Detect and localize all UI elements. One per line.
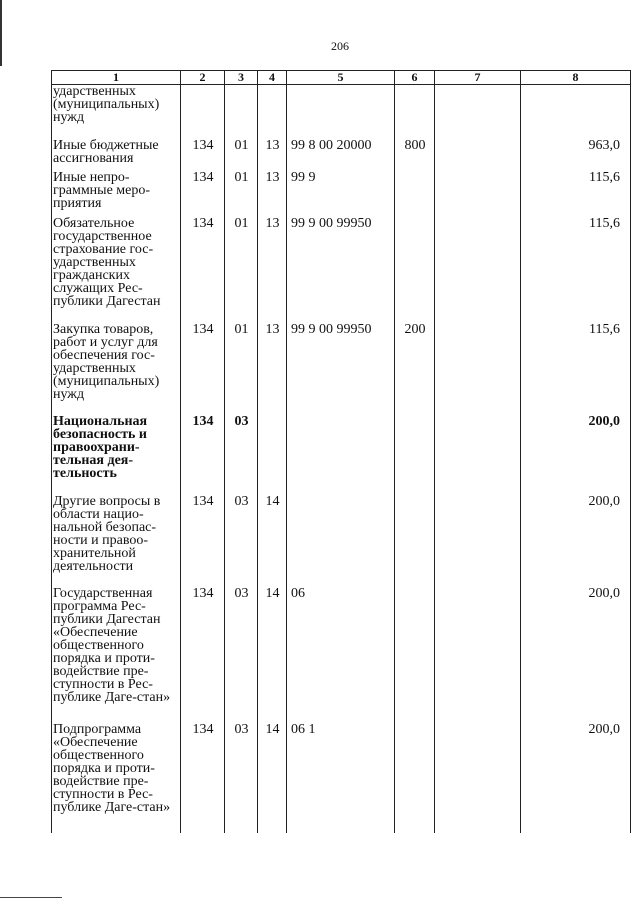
cell-name: Закупка товаров, работ и услуг для обеспечения гос-ударственных (муниципальных) нужд xyxy=(52,323,181,415)
cell-amount: 200,0 xyxy=(521,723,631,833)
cell-section: 03 xyxy=(225,415,258,495)
cell-name: Национальная безопасность и правоохрани-тельная дея-тельность xyxy=(52,415,181,495)
column-header-8: 8 xyxy=(521,71,631,85)
cell-amount: 200,0 xyxy=(521,587,631,723)
cell-expense-type xyxy=(395,171,435,217)
cell-column-7 xyxy=(435,495,521,587)
cell-admin-code: 134 xyxy=(181,323,225,415)
cell-column-7 xyxy=(435,587,521,723)
cell-expense-type: 200 xyxy=(395,323,435,415)
cell-target-article xyxy=(287,85,395,140)
cell-admin-code: 134 xyxy=(181,415,225,495)
cell-section: 03 xyxy=(225,587,258,723)
cell-section: 01 xyxy=(225,217,258,323)
cell-expense-type xyxy=(395,217,435,323)
cell-column-7 xyxy=(435,217,521,323)
cell-name: Обязательное государственное страхование гос-ударственных гражданских служащих Рес-публики Дагестан xyxy=(52,217,181,323)
cell-column-7 xyxy=(435,723,521,833)
table-row xyxy=(52,415,631,495)
cell-section: 03 xyxy=(225,723,258,833)
cell-name: Иные бюджетные ассигнования xyxy=(52,139,181,171)
cell-target-article: 06 xyxy=(287,587,395,723)
cell-target-article xyxy=(287,415,395,495)
cell-target-article: 99 9 00 99950 xyxy=(287,323,395,415)
budget-table xyxy=(51,70,631,833)
cell-subsection: 14 xyxy=(258,723,287,833)
scan-bottom-stroke xyxy=(0,897,62,898)
cell-amount xyxy=(521,85,631,140)
cell-subsection: 14 xyxy=(258,495,287,587)
table-body xyxy=(52,85,631,834)
cell-subsection xyxy=(258,85,287,140)
cell-admin-code: 134 xyxy=(181,723,225,833)
cell-column-7 xyxy=(435,139,521,171)
table-row xyxy=(52,171,631,217)
header-row xyxy=(52,71,631,85)
table-row xyxy=(52,323,631,415)
cell-amount: 200,0 xyxy=(521,495,631,587)
cell-amount: 115,6 xyxy=(521,217,631,323)
cell-target-article: 99 9 00 99950 xyxy=(287,217,395,323)
column-header-1: 1 xyxy=(52,71,181,85)
cell-name: ударственных (муниципальных) нужд xyxy=(52,85,181,140)
table-row xyxy=(52,85,631,140)
cell-subsection: 14 xyxy=(258,587,287,723)
table-header xyxy=(52,71,631,85)
cell-column-7 xyxy=(435,85,521,140)
cell-section: 03 xyxy=(225,495,258,587)
cell-name: Подпрограмма «Обеспечение общественного порядка и проти-водействие пре-ступности в Рес-публике Даге-стан» xyxy=(52,723,181,833)
cell-admin-code: 134 xyxy=(181,139,225,171)
cell-expense-type xyxy=(395,723,435,833)
page-number: 206 xyxy=(331,39,349,53)
cell-subsection: 13 xyxy=(258,171,287,217)
cell-section: 01 xyxy=(225,323,258,415)
table-row xyxy=(52,139,631,171)
cell-amount: 200,0 xyxy=(521,415,631,495)
cell-target-article: 99 8 00 20000 xyxy=(287,139,395,171)
column-header-4: 4 xyxy=(258,71,287,85)
cell-column-7 xyxy=(435,171,521,217)
column-header-5: 5 xyxy=(287,71,395,85)
cell-target-article xyxy=(287,495,395,587)
cell-target-article: 06 1 xyxy=(287,723,395,833)
cell-admin-code xyxy=(181,85,225,140)
cell-subsection: 13 xyxy=(258,217,287,323)
cell-name: Иные непро-граммные меро-приятия xyxy=(52,171,181,217)
cell-expense-type xyxy=(395,85,435,140)
cell-admin-code: 134 xyxy=(181,495,225,587)
cell-expense-type xyxy=(395,415,435,495)
cell-amount: 963,0 xyxy=(521,139,631,171)
scan-left-edge xyxy=(0,0,2,66)
cell-subsection: 13 xyxy=(258,139,287,171)
column-header-3: 3 xyxy=(225,71,258,85)
cell-column-7 xyxy=(435,415,521,495)
table-row xyxy=(52,723,631,833)
table-row xyxy=(52,217,631,323)
cell-admin-code: 134 xyxy=(181,217,225,323)
cell-subsection: 13 xyxy=(258,323,287,415)
column-header-6: 6 xyxy=(395,71,435,85)
table-row xyxy=(52,495,631,587)
column-header-2: 2 xyxy=(181,71,225,85)
cell-column-7 xyxy=(435,323,521,415)
table-row xyxy=(52,587,631,723)
cell-subsection xyxy=(258,415,287,495)
cell-section: 01 xyxy=(225,139,258,171)
cell-name: Другие вопросы в области нацио-нальной безопас-ности и правоо-хранительной деятельности xyxy=(52,495,181,587)
cell-admin-code: 134 xyxy=(181,587,225,723)
cell-amount: 115,6 xyxy=(521,171,631,217)
cell-admin-code: 134 xyxy=(181,171,225,217)
cell-section xyxy=(225,85,258,140)
column-header-7: 7 xyxy=(435,71,521,85)
cell-name: Государственная программа Рес-публики Дагестан «Обеспечение общественного порядка и проти-водействие пре-ступности в Рес-публике Даге-стан» xyxy=(52,587,181,723)
cell-target-article: 99 9 xyxy=(287,171,395,217)
cell-expense-type: 800 xyxy=(395,139,435,171)
cell-expense-type xyxy=(395,587,435,723)
cell-expense-type xyxy=(395,495,435,587)
cell-amount: 115,6 xyxy=(521,323,631,415)
cell-section: 01 xyxy=(225,171,258,217)
